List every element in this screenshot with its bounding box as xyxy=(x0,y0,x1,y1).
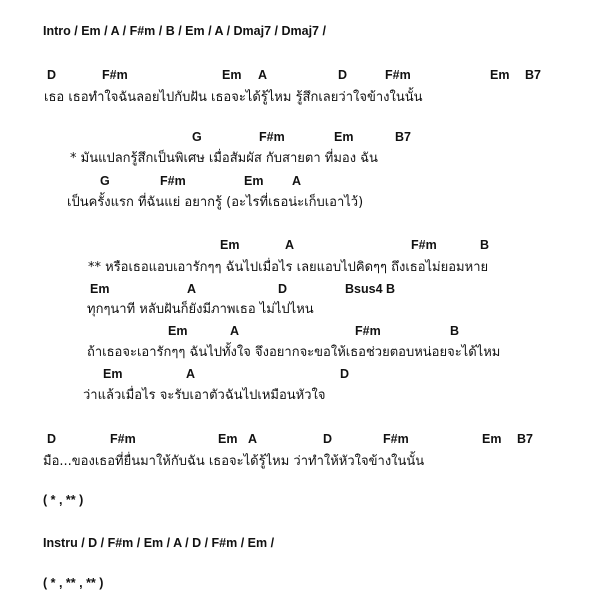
chord: Em xyxy=(482,432,502,446)
chord: A xyxy=(258,68,268,82)
chord: F#m xyxy=(383,432,409,446)
chord: Em xyxy=(490,68,510,82)
chord: D xyxy=(47,432,57,446)
lyric-line: ทุกๆนาที หลับฝันก็ยังมีภาพเธอ ไม่ไปไหน xyxy=(87,302,314,317)
chord: B xyxy=(450,324,460,338)
chord: D xyxy=(340,367,350,381)
chord: B7 xyxy=(525,68,541,82)
chord: F#m xyxy=(259,130,285,144)
lyric-line: ** หรือเธอแอบเอารักๆๆ ฉันไปเมื่อไร เลยแอบไปคิดๆๆ ถึงเธอไม่ยอมหาย xyxy=(88,260,489,275)
chord: Em xyxy=(220,238,240,252)
chord: A xyxy=(285,238,295,252)
chord: Em xyxy=(90,282,110,296)
chord: A xyxy=(292,174,302,188)
chord: Em xyxy=(222,68,242,82)
repeat-marker: ( * , ** ) xyxy=(43,493,84,507)
lyric-line: * มันแปลกรู้สึกเป็นพิเศษ เมื่อสัมผัส กับสายตา ที่มอง ฉัน xyxy=(70,151,378,166)
chord: Em xyxy=(168,324,188,338)
instrumental-line: Instru / D / F#m / Em / A / D / F#m / Em / xyxy=(43,536,275,550)
repeat-marker-final: ( * , ** , ** ) xyxy=(43,576,104,590)
chord: F#m xyxy=(160,174,186,188)
chord: Em xyxy=(244,174,264,188)
chord: Em xyxy=(334,130,354,144)
chord: A xyxy=(187,282,197,296)
chord: F#m xyxy=(102,68,128,82)
chord: D xyxy=(323,432,333,446)
chord: A xyxy=(186,367,196,381)
chord: F#m xyxy=(411,238,437,252)
chord: F#m xyxy=(355,324,381,338)
lyric-line: ถ้าเธอจะเอารักๆๆ ฉันไปทั้งใจ จึงอยากจะขอให้เธอช่วยตอบหน่อยจะได้ไหม xyxy=(87,345,501,360)
lyric-line: เป็นครั้งแรก ที่ฉันแย่ อยากรู้ (อะไรที่เธอน่ะเก็บเอาไว้) xyxy=(67,195,364,210)
chord: A xyxy=(230,324,240,338)
lyric-line: มือ...ของเธอที่ยื่นมาให้กับฉัน เธอจะได้รู้ไหม ว่าทำให้หัวใจข้างในนั้น xyxy=(43,454,425,469)
chord: Em xyxy=(103,367,123,381)
chord: Em xyxy=(218,432,238,446)
lyric-line: ว่าแล้วเมื่อไร จะรับเอาตัวฉันไปเหมือนหัวใจ xyxy=(83,388,326,403)
chord: G xyxy=(192,130,202,144)
lyric-line: เธอ เธอทำใจฉันลอยไปกับฝัน เธอจะได้รู้ไหม รู้สึกเลยว่าใจข้างในนั้น xyxy=(44,90,423,105)
chord: F#m xyxy=(385,68,411,82)
chord: B xyxy=(480,238,490,252)
intro-line: Intro / Em / A / F#m / B / Em / A / Dmaj7 / Dmaj7 / xyxy=(43,24,326,38)
chord: D xyxy=(47,68,57,82)
chord: A xyxy=(248,432,258,446)
chord: F#m xyxy=(110,432,136,446)
chord: Bsus4 B xyxy=(345,282,396,296)
chord: B7 xyxy=(395,130,411,144)
chord: D xyxy=(278,282,288,296)
chord: G xyxy=(100,174,110,188)
chord: D xyxy=(338,68,348,82)
chord: B7 xyxy=(517,432,533,446)
